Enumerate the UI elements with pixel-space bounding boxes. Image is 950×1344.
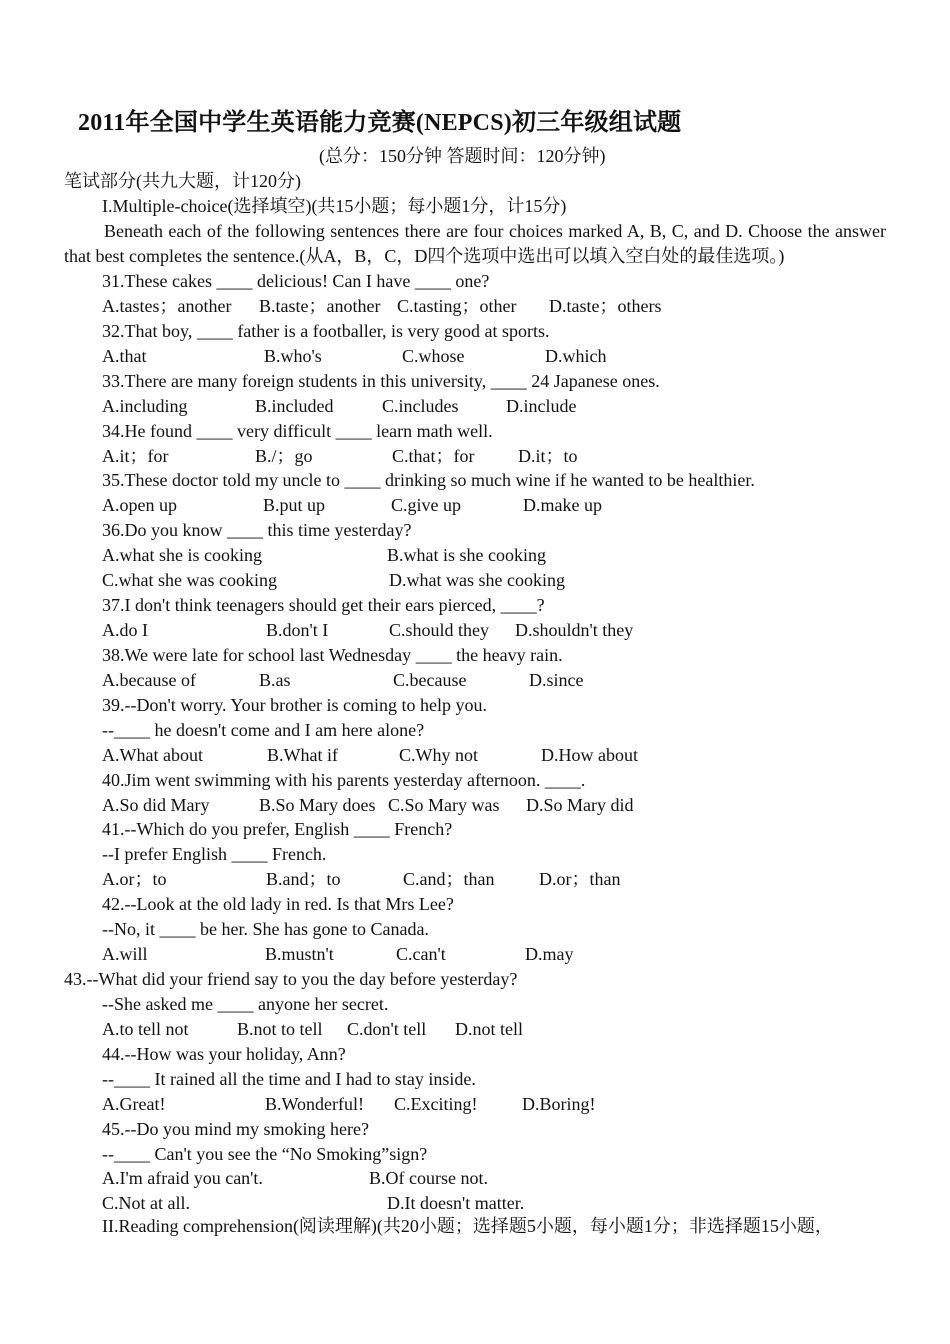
option-d: D.include bbox=[506, 395, 577, 416]
option-c: C.So Mary was bbox=[388, 794, 500, 815]
option-a: A.I'm afraid you can't. bbox=[102, 1168, 263, 1189]
option-a: A.including bbox=[102, 395, 188, 416]
option-a: A.What about bbox=[102, 744, 203, 765]
question-stem: 44.--How was your holiday, Ann? bbox=[102, 1043, 346, 1064]
question-stem: 38.We were late for school last Wednesday ____ the heavy rain. bbox=[102, 644, 563, 665]
question-stem: 45.--Do you mind my smoking here? bbox=[102, 1118, 369, 1139]
option-d: D.may bbox=[525, 944, 574, 965]
option-d: D.what was she cooking bbox=[389, 570, 565, 591]
option-c: C.and；than bbox=[403, 869, 495, 890]
option-c: C.tasting；other bbox=[397, 295, 517, 316]
option-b: B.included bbox=[255, 395, 334, 416]
option-d: D.or；than bbox=[539, 869, 621, 890]
option-a: A.what she is cooking bbox=[102, 545, 262, 566]
option-b: B.and；to bbox=[266, 869, 341, 890]
question-stem: 33.There are many foreign students in this university, ____ 24 Japanese ones. bbox=[102, 370, 660, 391]
option-b: B.So Mary does bbox=[259, 794, 376, 815]
option-c: C.includes bbox=[382, 395, 459, 416]
exam-title: 2011年全国中学生英语能力竞赛(NEPCS)初三年级组试题 bbox=[78, 110, 682, 136]
option-d: D.make up bbox=[523, 495, 602, 516]
question-stem: 40.Jim went swimming with his parents yesterday afternoon. ____. bbox=[102, 769, 586, 790]
option-c: C.should they bbox=[389, 620, 490, 641]
question-dialogue-line: --I prefer English ____ French. bbox=[102, 844, 327, 865]
option-a: A.Great! bbox=[102, 1093, 166, 1114]
option-c: C.what she was cooking bbox=[102, 570, 277, 591]
question-stem: 37.I don't think teenagers should get their ears pierced, ____? bbox=[102, 595, 545, 616]
option-c: C.because bbox=[393, 669, 467, 690]
option-a: A.will bbox=[102, 944, 148, 965]
option-c: C.Not at all. bbox=[102, 1193, 190, 1214]
part2-heading: II.Reading comprehension(阅读理解)(共20小题；选择题5小题，每小题1分；非选择题15小题， bbox=[102, 1216, 833, 1236]
option-b: B.What if bbox=[267, 744, 338, 765]
question-stem: 41.--Which do you prefer, English ____ French? bbox=[102, 819, 453, 840]
option-b: B.don't I bbox=[266, 620, 329, 641]
option-d: D.taste；others bbox=[549, 295, 662, 316]
question-dialogue-line: --____ It rained all the time and I had to stay inside. bbox=[102, 1068, 476, 1089]
option-c: C.that；for bbox=[392, 445, 475, 466]
option-a: A.it；for bbox=[102, 445, 169, 466]
option-a: A.open up bbox=[102, 495, 177, 516]
option-b: B.not to tell bbox=[237, 1018, 323, 1039]
question-stem: 32.That boy, ____ father is a footballer, is very good at sports. bbox=[102, 320, 550, 341]
section-heading: 笔试部分(共九大题，计120分) bbox=[64, 171, 301, 191]
question-stem: 43.--What did your friend say to you the day before yesterday? bbox=[64, 969, 518, 990]
option-b: B.mustn't bbox=[265, 944, 334, 965]
option-d: D.not tell bbox=[455, 1018, 523, 1039]
option-b: B.who's bbox=[264, 345, 322, 366]
option-d: D.which bbox=[545, 345, 607, 366]
option-c: C.Why not bbox=[399, 744, 478, 765]
option-a: A.tastes；another bbox=[102, 295, 232, 316]
option-a: A.So did Mary bbox=[102, 794, 210, 815]
option-a: A.or；to bbox=[102, 869, 167, 890]
question-stem: 34.He found ____ very difficult ____ learn math well. bbox=[102, 420, 493, 441]
option-b: B./；go bbox=[255, 445, 313, 466]
option-a: A.to tell not bbox=[102, 1018, 189, 1039]
option-d: D.it；to bbox=[518, 445, 578, 466]
question-dialogue-line: --____ Can't you see the “No Smoking”sign? bbox=[102, 1143, 428, 1164]
option-c: C.give up bbox=[391, 495, 461, 516]
option-d: D.How about bbox=[541, 744, 638, 765]
option-b: B.taste；another bbox=[259, 295, 381, 316]
option-b: B.what is she cooking bbox=[387, 545, 546, 566]
option-c: C.whose bbox=[402, 345, 465, 366]
option-d: D.since bbox=[529, 669, 584, 690]
option-c: C.Exciting! bbox=[394, 1093, 478, 1114]
option-d: D.shouldn't they bbox=[515, 620, 634, 641]
question-stem: 39.--Don't worry. Your brother is coming to help you. bbox=[102, 694, 488, 715]
question-stem: 36.Do you know ____ this time yesterday? bbox=[102, 520, 412, 541]
question-dialogue-line: --____ he doesn't come and I am here alone? bbox=[102, 719, 425, 740]
option-d: D.It doesn't matter. bbox=[387, 1193, 525, 1214]
question-dialogue-line: --No, it ____ be her. She has gone to Canada. bbox=[102, 919, 429, 940]
option-d: D.So Mary did bbox=[526, 794, 634, 815]
option-a: A.that bbox=[102, 345, 147, 366]
option-b: B.Wonderful! bbox=[265, 1093, 365, 1114]
option-a: A.do I bbox=[102, 620, 148, 641]
part1-heading: I.Multiple-choice(选择填空)(共15小题；每小题1分，计15分) bbox=[102, 196, 567, 216]
question-stem: 31.These cakes ____ delicious! Can I have ____ one? bbox=[102, 271, 490, 291]
question-stem: 42.--Look at the old lady in red. Is that Mrs Lee? bbox=[102, 894, 454, 915]
question-stem: 35.These doctor told my uncle to ____ drinking so much wine if he wanted to be healthier. bbox=[102, 470, 755, 491]
option-d: D.Boring! bbox=[522, 1093, 596, 1114]
question-dialogue-line: --She asked me ____ anyone her secret. bbox=[102, 993, 389, 1014]
option-c: C.can't bbox=[396, 944, 446, 965]
option-c: C.don't tell bbox=[347, 1018, 427, 1039]
part1-instruction: Beneath each of the following sentences there are four choices marked A, B, C, and D. Choose the answer that best completes the sentence.(从A，B，C，D四个选项中选出可以填入空白处的最佳选项。) bbox=[64, 221, 886, 266]
option-b: B.as bbox=[259, 669, 291, 690]
option-b: B.put up bbox=[263, 495, 326, 516]
option-a: A.because of bbox=[102, 669, 196, 690]
option-b: B.Of course not. bbox=[369, 1168, 488, 1189]
exam-info: (总分：150分钟 答题时间：120分钟) bbox=[319, 146, 606, 166]
